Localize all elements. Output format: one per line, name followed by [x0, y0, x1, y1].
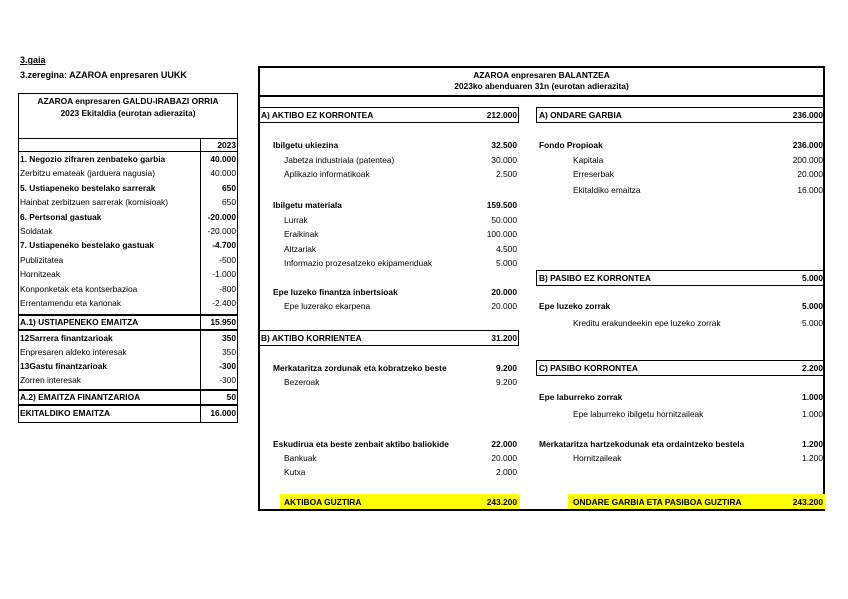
pl-row-value: -20.000	[207, 211, 236, 222]
epe-luzeko-zorrak-label: Epe luzeko zorrak	[539, 301, 611, 311]
pl-row-value: -300	[219, 375, 236, 385]
pl-row-label: 1. Negozio zifraren zenbateko garbia	[20, 154, 166, 164]
pl-row-label: Soldatak	[20, 226, 53, 236]
pl-row-value: 650	[222, 182, 236, 193]
fondo-propioak-label: Fondo Propioak	[539, 140, 603, 150]
ekitaldiko-emaitza-value: 16.000	[210, 408, 236, 418]
pl-row-label: Hainbat zerbitzuen sarrerak (komisioak)	[20, 197, 169, 208]
pl-row-label: 13Gastu finantzarioak	[20, 361, 108, 371]
merkataritza-zordunak-label: Merkataritza zordunak eta kobratzeko beste	[273, 363, 447, 373]
eraikinak-label: Eraikinak	[284, 229, 319, 239]
merkataritza-zordunak-value: 9.200	[496, 363, 517, 373]
bankuak-value: 20.000	[491, 453, 517, 463]
lurrak-label: Lurrak	[284, 215, 308, 225]
kapitala-label: Kapitala	[573, 155, 604, 165]
ondare-garbia-label: A) ONDARE GARBIA	[539, 110, 622, 120]
kutxa-label: Kutxa	[284, 467, 306, 477]
jabetza-label: Jabetza industriala (patentea)	[284, 155, 395, 165]
pl-row-label: 6. Pertsonal gastuak	[20, 211, 102, 222]
aplikazio-label: Aplikazio informatikoak	[284, 169, 370, 179]
pl-title: AZAROA enpresaren GALDU-IRABAZI ORRIA	[37, 96, 219, 106]
pl-row-label: 12Sarrera finantzarioak	[20, 333, 113, 343]
pasibo-ez-korrontea-value: 5.000	[802, 273, 823, 283]
fondo-propioak-value: 236.000	[792, 140, 823, 150]
ustiapeneko-emaitza-label: A.1) USTIAPENEKO EMAITZA	[20, 317, 139, 327]
erreserbak-label: Erreserbak	[573, 169, 614, 179]
epe-luzerako-ekarpena-label: Epe luzerako ekarpena	[284, 301, 371, 311]
pl-row-value: -300	[219, 361, 236, 371]
pl-row-value: 350	[222, 347, 236, 357]
pl-row-value: -4.700	[212, 240, 236, 251]
ustiapeneko-emaitza-value: 15.950	[210, 317, 236, 327]
ekitaldiko-emaitza-bs-label: Ekitaldiko emaitza	[573, 185, 641, 195]
merkataritza-hartzekodunak-value: 1.200	[802, 439, 823, 449]
pl-row-label: Publizitatea	[20, 254, 64, 265]
ibilgetu-materiala-label: Ibilgetu materiala	[273, 200, 342, 210]
balance-subtitle: 2023ko abenduaren 31n (eurotan adierazita)	[454, 81, 629, 91]
pl-row-value: -2.400	[212, 298, 236, 308]
kreditu-value: 5.000	[802, 318, 823, 328]
epe-laburreko-zorrak-label: Epe laburreko zorrak	[539, 392, 623, 402]
kapitala-value: 200.000	[792, 155, 823, 165]
kreditu-label: Kreditu erakundeekin epe luzeko zorrak	[573, 318, 721, 328]
pl-row-value: 40.000	[210, 154, 236, 164]
pl-row-value: -800	[219, 283, 236, 294]
hornitzaileak-label: Hornitzaileak	[573, 453, 622, 463]
aktibo-ez-korrontea-value: 212.000	[486, 110, 517, 120]
informazio-label: Informazio prozesatzeko ekipamenduak	[284, 258, 433, 268]
pl-row-value: 40.000	[210, 168, 236, 179]
pasibo-ez-korrontea-label: B) PASIBO EZ KORRONTEA	[539, 273, 651, 283]
epe-luzeko-zorrak-value: 5.000	[802, 301, 823, 311]
task-title: 3.zeregina: AZAROA enpresaren UUKK	[20, 70, 187, 80]
epe-laburreko-ibilgetu-value: 1.000	[802, 409, 823, 419]
aktibo-ez-korrontea-label: A) AKTIBO EZ KORRONTEA	[261, 110, 374, 120]
kutxa-value: 2.000	[496, 467, 517, 477]
ondare-garbia-value: 236.000	[792, 110, 823, 120]
bankuak-label: Bankuak	[284, 453, 317, 463]
epe-laburreko-zorrak-value: 1.000	[802, 392, 823, 402]
aktiboa-guztira-label: AKTIBOA GUZTIRA	[284, 497, 362, 507]
bezeroak-label: Bezeroak	[284, 377, 320, 387]
pl-row-value: -500	[219, 254, 236, 265]
eskudirua-label: Eskudirua eta beste zenbait aktibo baliokide	[273, 439, 449, 449]
jabetza-value: 30.000	[491, 155, 517, 165]
epe-luzeko-inbertsioak-label: Epe luzeko finantza inbertsioak	[273, 287, 398, 297]
epe-luzeko-inbertsioak-value: 20.000	[491, 287, 517, 297]
ekitaldiko-emaitza-label: EKITALDIKO EMAITZA	[20, 408, 111, 418]
pl-row-label: 5. Ustiapeneko bestelako sarrerak	[20, 182, 156, 193]
pl-row-label: Errentamendu eta kanonak	[20, 298, 122, 308]
pl-row-label: Enpresaren aldeko interesak	[20, 347, 127, 357]
hornitzaileak-value: 1.200	[802, 453, 823, 463]
emaitza-finantzarioa-value: 50	[226, 392, 236, 402]
emaitza-finantzarioa-label: A.2) EMAITZA FINANTZARIOA	[20, 392, 141, 402]
eskudirua-value: 22.000	[491, 439, 517, 449]
pl-row-value: -1.000	[212, 269, 236, 280]
task-number: 3.gaia	[20, 55, 46, 65]
erreserbak-value: 20.000	[797, 169, 823, 179]
pl-row-label: Zorren interesak	[20, 375, 81, 385]
pl-row-label: 7. Ustiapeneko bestelako gastuak	[20, 240, 155, 251]
bezeroak-value: 9.200	[496, 377, 517, 387]
pl-row-label: Konponketak eta kontserbazioa	[20, 283, 138, 294]
eraikinak-value: 100.000	[486, 229, 517, 239]
aplikazio-value: 2.500	[496, 169, 517, 179]
epe-luzerako-ekarpena-value: 20.000	[491, 301, 517, 311]
ibilgetu-ukiezina-value: 32.500	[491, 140, 517, 150]
pasibo-korrontea-label: C) PASIBO KORRONTEA	[539, 363, 638, 373]
balance-title: AZAROA enpresaren BALANTZEA	[473, 70, 610, 80]
aktiboa-guztira-value: 243.200	[486, 497, 517, 507]
ondare-pasiboa-guztira-label: ONDARE GARBIA ETA PASIBOA GUZTIRA	[573, 497, 742, 507]
pl-row-label: Hornitzeak	[20, 269, 61, 280]
pasibo-korrontea-value: 2.200	[802, 363, 823, 373]
pl-row-label: Zerbitzu emateak (jarduera nagusia)	[20, 168, 155, 179]
aktibo-korrientea-label: B) AKTIBO KORRIENTEA	[261, 333, 362, 343]
merkataritza-hartzekodunak-label: Merkataritza hartzekodunak eta ordaintzeko bestela	[539, 439, 745, 449]
lurrak-value: 50.000	[491, 215, 517, 225]
pl-row-value: -20.000	[207, 226, 236, 236]
pl-year: 2023	[217, 140, 236, 150]
pl-row-value: 650	[222, 197, 236, 208]
pl-subtitle: 2023 Ekitaldia (eurotan adierazita)	[60, 108, 196, 118]
pl-row-value: 350	[222, 333, 236, 343]
ekitaldiko-emaitza-bs-value: 16.000	[797, 185, 823, 195]
altzariak-label: Altzariak	[284, 244, 317, 254]
aktibo-korrientea-value: 31.200	[491, 333, 517, 343]
epe-laburreko-ibilgetu-label: Epe laburreko ibilgetu hornitzaileak	[573, 409, 704, 419]
informazio-value: 5.000	[496, 258, 517, 268]
ibilgetu-ukiezina-label: Ibilgetu ukiezina	[273, 140, 339, 150]
altzariak-value: 4.500	[496, 244, 517, 254]
ondare-pasiboa-guztira-value: 243.200	[792, 497, 823, 507]
ibilgetu-materiala-value: 159.500	[486, 200, 517, 210]
